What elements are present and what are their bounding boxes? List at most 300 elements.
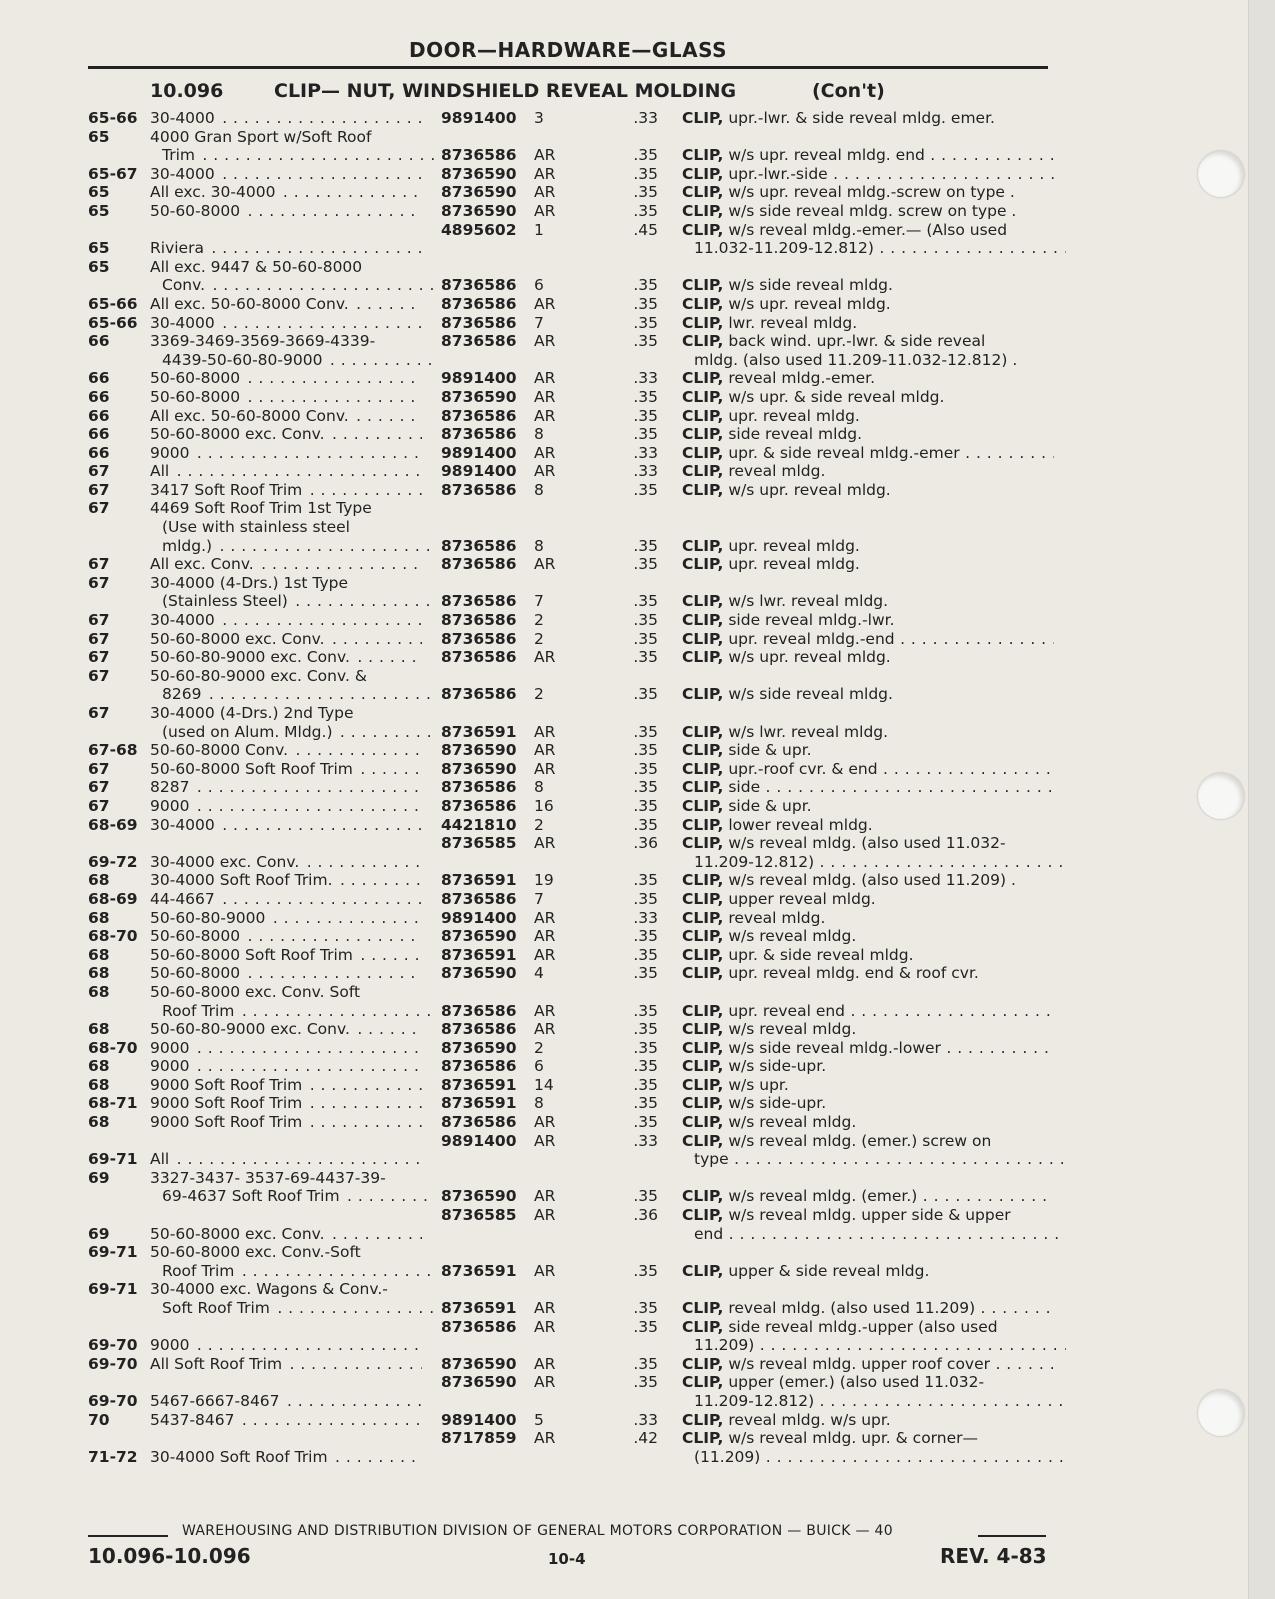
- year-range: 69-70: [88, 1391, 138, 1410]
- description-cell: [682, 1020, 1054, 1039]
- part-name: CLIP,: [682, 778, 724, 797]
- quantity: AR: [534, 1113, 556, 1132]
- description-cell: [682, 816, 1054, 835]
- part-number: 9891400: [441, 1410, 517, 1429]
- unit-price: .33: [633, 462, 658, 481]
- description-cell: [682, 146, 1054, 165]
- part-number: 8736591: [441, 871, 517, 890]
- model-text: 8287: [150, 778, 190, 797]
- model-text: Riviera: [150, 239, 204, 258]
- model-text: mldg.): [162, 536, 213, 555]
- description-text: upr.-lwr. & side reveal mldg. emer.: [723, 109, 995, 127]
- model-text: 30-4000 Soft Roof Trim.: [150, 871, 333, 890]
- unit-price: .33: [633, 908, 658, 927]
- table-row: [88, 871, 1053, 890]
- model-cell: [150, 1262, 434, 1281]
- description-text: w/s reveal mldg. (emer.) screw on: [723, 1131, 992, 1150]
- table-row: [88, 369, 1053, 388]
- model-text: 30-4000 (4-Drs.) 1st Type: [150, 573, 349, 592]
- year-range: 65: [88, 127, 110, 146]
- part-number: 9891400: [441, 908, 517, 927]
- model-cell: [150, 1411, 422, 1430]
- part-name: CLIP,: [682, 834, 724, 853]
- part-number: 8736586: [441, 796, 517, 815]
- year-range: 68: [88, 1057, 110, 1076]
- part-name: CLIP,: [682, 332, 724, 351]
- quantity: AR: [534, 387, 556, 406]
- unit-price: .35: [633, 629, 658, 648]
- year-range: 68: [88, 1020, 110, 1039]
- part-number: 8736586: [441, 889, 517, 908]
- footer-range: 10.096-10.096: [88, 1544, 251, 1568]
- model-text: All exc. 9447 & 50-60-8000: [150, 257, 363, 276]
- quantity: AR: [534, 1187, 556, 1206]
- quantity: 7: [534, 313, 544, 332]
- description-cell: [682, 1392, 1066, 1411]
- model-text: 3417 Soft Roof Trim: [150, 480, 303, 499]
- description-text: w/s lwr. reveal mldg.: [723, 592, 889, 611]
- description-text: w/s upr.: [723, 1075, 789, 1094]
- year-range: 68: [88, 945, 110, 964]
- description-text: w/s reveal mldg. upr. & corner—: [723, 1429, 979, 1448]
- model-cell: [150, 183, 422, 202]
- description-cell: [682, 797, 1054, 816]
- quantity: 2: [534, 611, 544, 630]
- quantity: AR: [534, 927, 556, 946]
- unit-price: .35: [633, 964, 658, 983]
- year-range: 69-72: [88, 852, 138, 871]
- quantity: AR: [534, 146, 556, 165]
- model-cell: [150, 499, 422, 518]
- unit-price: .33: [633, 1410, 658, 1429]
- description-cell: [682, 407, 1054, 426]
- continued-label: (Con't): [812, 80, 885, 102]
- group-number: 10.096: [150, 80, 224, 102]
- unit-price: .35: [633, 387, 658, 406]
- year-range: 67: [88, 629, 110, 648]
- unit-price: .35: [633, 146, 658, 165]
- description-cell: [682, 1411, 1054, 1430]
- model-text: (Stainless Steel): [162, 592, 288, 611]
- table-row: [88, 388, 1053, 407]
- description-cell: [682, 1448, 1066, 1467]
- part-name: CLIP,: [682, 276, 724, 295]
- year-range: 70: [88, 1410, 110, 1429]
- description-cell: [682, 741, 1054, 760]
- description-text: 11.209-12.812): [694, 1391, 815, 1410]
- quantity: 8: [534, 778, 544, 797]
- part-name: CLIP,: [682, 964, 724, 983]
- year-range: 68-71: [88, 1094, 138, 1113]
- model-text: Conv.: [162, 276, 206, 295]
- model-text: All: [150, 1150, 170, 1169]
- table-row: [88, 1094, 1053, 1113]
- part-name: CLIP,: [682, 815, 724, 834]
- unit-price: .35: [633, 1075, 658, 1094]
- part-name: CLIP,: [682, 1373, 724, 1392]
- unit-price: .35: [633, 648, 658, 667]
- table-row: [88, 704, 1053, 741]
- quantity: AR: [534, 741, 556, 760]
- model-cell: [150, 537, 434, 556]
- model-cell: [150, 109, 422, 128]
- model-text: 9000: [150, 796, 190, 815]
- model-cell: [150, 351, 434, 370]
- part-number: 8736586: [441, 425, 517, 444]
- year-range: 69: [88, 1168, 110, 1187]
- description-text: w/s reveal mldg. (emer.): [723, 1187, 918, 1206]
- table-row: [88, 1318, 1053, 1355]
- model-text: 3369-3469-3569-3669-4339-: [150, 332, 376, 351]
- model-cell: [150, 778, 422, 797]
- part-number: 9891400: [441, 369, 517, 388]
- quantity: 8: [534, 425, 544, 444]
- part-number: 8736585: [441, 834, 517, 853]
- unit-price: .35: [633, 1299, 658, 1318]
- description-cell: [682, 1132, 1054, 1151]
- quantity: 1: [534, 220, 544, 239]
- table-row: [88, 1076, 1053, 1095]
- description-text: w/s side reveal mldg. screw on type .: [723, 201, 1017, 220]
- description-text: 11.032-11.209-12.812): [694, 239, 874, 258]
- year-range: 66: [88, 369, 110, 388]
- description-text: w/s reveal mldg.-emer.— (Also used: [723, 220, 1008, 239]
- model-text: 4469 Soft Roof Trim 1st Type: [150, 499, 372, 518]
- model-text: 9000: [150, 1057, 190, 1076]
- model-cell: [150, 1076, 422, 1095]
- quantity: AR: [534, 1299, 556, 1318]
- model-cell: [150, 1336, 422, 1355]
- description-text: reveal mldg. (also used 11.209): [723, 1299, 976, 1318]
- quantity: AR: [534, 294, 556, 313]
- table-row: [88, 1355, 1053, 1374]
- model-text: 50-60-8000 Soft Roof Trim: [150, 945, 353, 964]
- part-name: CLIP,: [682, 1261, 724, 1280]
- description-cell: [682, 909, 1054, 928]
- description-text: end: [694, 1224, 724, 1243]
- part-name: CLIP,: [682, 796, 724, 815]
- part-number: 8736590: [441, 164, 517, 183]
- year-range: 67: [88, 778, 110, 797]
- model-text: 4439-50-60-80-9000: [162, 350, 323, 369]
- model-text: 9000 Soft Roof Trim: [150, 1094, 303, 1113]
- description-text: mldg. (also used 11.209-11.032-12.812) .: [694, 350, 1018, 369]
- year-range: 68: [88, 982, 110, 1001]
- footer-rule-right: [978, 1535, 1046, 1537]
- part-number: 8736590: [441, 1354, 517, 1373]
- model-text: 50-60-8000 exc. Conv.: [150, 425, 325, 444]
- part-number: 8736591: [441, 945, 517, 964]
- description-text: upper reveal mldg.: [723, 889, 876, 908]
- description-text: w/s side-upr.: [723, 1057, 827, 1076]
- part-name: CLIP,: [682, 555, 724, 574]
- part-name: CLIP,: [682, 313, 724, 332]
- year-range: 65-67: [88, 164, 138, 183]
- description-cell: [682, 946, 1054, 965]
- model-cell: [150, 760, 422, 779]
- description-text: w/s side reveal mldg.: [723, 276, 893, 295]
- description-text: side: [723, 778, 761, 797]
- part-number: 8736591: [441, 1094, 517, 1113]
- description-cell: [682, 630, 1054, 649]
- part-name: CLIP,: [682, 871, 724, 890]
- model-cell: [150, 1243, 422, 1262]
- description-cell: [682, 314, 1054, 333]
- description-text: w/s reveal mldg.: [723, 927, 857, 946]
- binder-hole-bottom: [1198, 1390, 1244, 1436]
- description-text: 11.209-12.812): [694, 852, 815, 871]
- part-number: 8717859: [441, 1429, 517, 1448]
- description-text: side reveal mldg.-upper (also used: [723, 1317, 998, 1336]
- part-name: CLIP,: [682, 425, 724, 444]
- part-number: 9891400: [441, 443, 517, 462]
- unit-price: .45: [633, 220, 658, 239]
- year-range: 67: [88, 555, 110, 574]
- description-cell: [682, 1076, 1054, 1095]
- table-row: [88, 927, 1053, 946]
- model-cell: [150, 425, 422, 444]
- year-range: 69-70: [88, 1354, 138, 1373]
- quantity: AR: [534, 945, 556, 964]
- unit-price: .35: [633, 406, 658, 425]
- model-text: 50-60-8000 exc. Conv. Soft: [150, 982, 361, 1001]
- year-range: 67-68: [88, 741, 138, 760]
- table-row: [88, 407, 1053, 426]
- part-name: CLIP,: [682, 164, 724, 183]
- quantity: 14: [534, 1075, 554, 1094]
- description-cell: [682, 760, 1054, 779]
- part-number: 8736585: [441, 1206, 517, 1225]
- part-name: CLIP,: [682, 1131, 724, 1150]
- description-text: upr.-roof cvr. & end: [723, 759, 878, 778]
- part-number: 8736586: [441, 778, 517, 797]
- year-range: 67: [88, 666, 110, 685]
- description-cell: [682, 1262, 1054, 1281]
- part-name: CLIP,: [682, 611, 724, 630]
- description-cell: [682, 1002, 1054, 1021]
- model-cell: [150, 1150, 422, 1169]
- model-text: 30-4000: [150, 109, 215, 127]
- description-cell: [682, 1057, 1054, 1076]
- table-row: [88, 1243, 1053, 1280]
- part-number: 8736586: [441, 1020, 517, 1039]
- model-text: 5437-8467: [150, 1410, 235, 1429]
- model-cell: [150, 555, 422, 574]
- model-cell: [150, 648, 422, 667]
- part-number: 8736586: [441, 1317, 517, 1336]
- description-text: 11.209): [694, 1336, 755, 1355]
- group-title: CLIP— NUT, WINDSHIELD REVEAL MOLDING: [274, 80, 737, 102]
- part-number: 8736586: [441, 332, 517, 351]
- table-row: [88, 444, 1053, 463]
- part-number: 8736590: [441, 183, 517, 202]
- model-cell: [150, 1169, 422, 1188]
- year-range: 65: [88, 239, 110, 258]
- quantity: AR: [534, 555, 556, 574]
- footer-rule-left: [88, 1535, 168, 1537]
- year-range: 65-66: [88, 313, 138, 332]
- quantity: AR: [534, 332, 556, 351]
- unit-price: .35: [633, 294, 658, 313]
- model-text: All exc. 30-4000: [150, 183, 276, 202]
- part-name: CLIP,: [682, 889, 724, 908]
- unit-price: .35: [633, 1020, 658, 1039]
- table-row: [88, 314, 1053, 333]
- year-range: 68: [88, 871, 110, 890]
- description-cell: [682, 723, 1054, 742]
- quantity: 5: [534, 1410, 544, 1429]
- year-range: 65: [88, 257, 110, 276]
- description-cell: [682, 611, 1054, 630]
- part-name: CLIP,: [682, 109, 724, 127]
- model-text: 9000: [150, 1336, 190, 1355]
- description-text: w/s reveal mldg.: [723, 1113, 857, 1132]
- unit-price: .35: [633, 201, 658, 220]
- unit-price: .35: [633, 1354, 658, 1373]
- description-text: w/s side reveal mldg.: [723, 685, 893, 704]
- quantity: 3: [534, 109, 544, 127]
- part-number: 8736591: [441, 1261, 517, 1280]
- part-name: CLIP,: [682, 1001, 724, 1020]
- description-text: upr. & side reveal mldg.-emer: [723, 443, 960, 462]
- model-cell: [150, 704, 422, 723]
- description-text: reveal mldg.: [723, 462, 826, 481]
- part-number: 8736591: [441, 722, 517, 741]
- footer-page-number: 10-4: [548, 1550, 586, 1568]
- part-number: 8736590: [441, 387, 517, 406]
- model-text: 5467-6667-8467: [150, 1391, 280, 1410]
- model-text: 30-4000 Soft Roof Trim: [150, 1447, 328, 1466]
- model-cell: [150, 1039, 422, 1058]
- model-cell: [150, 1020, 422, 1039]
- table-row: [88, 983, 1053, 1020]
- year-range: 66: [88, 425, 110, 444]
- model-cell: [150, 1113, 422, 1132]
- model-text: 50-60-8000: [150, 369, 241, 388]
- model-text: Trim: [162, 146, 195, 165]
- year-range: 67: [88, 480, 110, 499]
- table-row: [88, 1020, 1053, 1039]
- model-cell: [150, 481, 422, 500]
- model-text: All Soft Roof Trim: [150, 1354, 283, 1373]
- quantity: AR: [534, 648, 556, 667]
- year-range: 65: [88, 183, 110, 202]
- model-text: 50-60-80-9000 exc. Conv.: [150, 1020, 350, 1039]
- description-cell: [682, 351, 1066, 370]
- part-number: 8736590: [441, 1187, 517, 1206]
- model-text: Roof Trim: [162, 1261, 235, 1280]
- quantity: AR: [534, 1020, 556, 1039]
- description-cell: [682, 1113, 1054, 1132]
- model-text: Roof Trim: [162, 1001, 235, 1020]
- model-cell: [150, 816, 422, 835]
- table-row: [88, 1429, 1053, 1466]
- quantity: AR: [534, 1373, 556, 1392]
- year-range: 68: [88, 964, 110, 983]
- model-text: 50-60-8000: [150, 964, 241, 983]
- description-text: w/s side reveal mldg.-lower: [723, 1038, 941, 1057]
- part-name: CLIP,: [682, 1057, 724, 1076]
- description-cell: [682, 388, 1054, 407]
- unit-price: .35: [633, 332, 658, 351]
- quantity: AR: [534, 183, 556, 202]
- year-range: 65-66: [88, 109, 138, 127]
- year-range: 65-66: [88, 294, 138, 313]
- part-number: 8736590: [441, 1038, 517, 1057]
- quantity: 2: [534, 629, 544, 648]
- part-number: 8736586: [441, 294, 517, 313]
- quantity: 6: [534, 276, 544, 295]
- model-cell: [150, 1002, 434, 1021]
- model-cell: [150, 611, 422, 630]
- table-row: [88, 1057, 1053, 1076]
- year-range: 65: [88, 201, 110, 220]
- unit-price: .35: [633, 1261, 658, 1280]
- unit-price: .35: [633, 1187, 658, 1206]
- description-cell: [682, 481, 1054, 500]
- table-row: [88, 109, 1053, 128]
- description-text: side & upr.: [723, 796, 812, 815]
- model-cell: [150, 1448, 422, 1467]
- model-cell: [150, 909, 422, 928]
- table-row: [88, 778, 1053, 797]
- part-name: CLIP,: [682, 480, 724, 499]
- description-cell: [682, 1187, 1054, 1206]
- model-cell: [150, 946, 422, 965]
- model-text: 30-4000 exc. Conv.: [150, 852, 300, 871]
- description-text: w/s reveal mldg. (also used 11.032-: [723, 834, 1006, 853]
- binder-hole-middle: [1198, 773, 1244, 819]
- part-number: 9891400: [441, 462, 517, 481]
- model-cell: [150, 518, 434, 537]
- model-text: 9000: [150, 1038, 190, 1057]
- description-text: reveal mldg.-emer.: [723, 369, 876, 388]
- table-row: [88, 630, 1053, 649]
- part-name: CLIP,: [682, 1075, 724, 1094]
- model-text: 50-60-80-9000 exc. Conv. &: [150, 666, 367, 685]
- quantity: AR: [534, 201, 556, 220]
- description-cell: [682, 239, 1066, 258]
- model-cell: [150, 369, 422, 388]
- model-text: 30-4000: [150, 313, 215, 332]
- unit-price: .36: [633, 834, 658, 853]
- part-number: 8736590: [441, 927, 517, 946]
- table-row: [88, 258, 1053, 295]
- unit-price: .35: [633, 796, 658, 815]
- part-number: 8736586: [441, 1113, 517, 1132]
- description-cell: [682, 1039, 1054, 1058]
- quantity: AR: [534, 164, 556, 183]
- model-text: 8269: [162, 685, 202, 704]
- part-number: 8736590: [441, 1373, 517, 1392]
- unit-price: .36: [633, 1206, 658, 1225]
- part-name: CLIP,: [682, 369, 724, 388]
- description-text: upr. & side reveal mldg.: [723, 945, 914, 964]
- unit-price: .35: [633, 685, 658, 704]
- model-cell: [150, 239, 422, 258]
- description-text: w/s upr. reveal mldg.-screw on type .: [723, 183, 1015, 202]
- footer-revision: REV. 4-83: [940, 1544, 1047, 1568]
- part-number: 8736586: [441, 685, 517, 704]
- unit-price: .35: [633, 536, 658, 555]
- unit-price: .35: [633, 741, 658, 760]
- year-range: 67: [88, 648, 110, 667]
- year-range: 67: [88, 462, 110, 481]
- part-name: CLIP,: [682, 685, 724, 704]
- quantity: AR: [534, 369, 556, 388]
- description-cell: [682, 648, 1054, 667]
- description-cell: [682, 537, 1054, 556]
